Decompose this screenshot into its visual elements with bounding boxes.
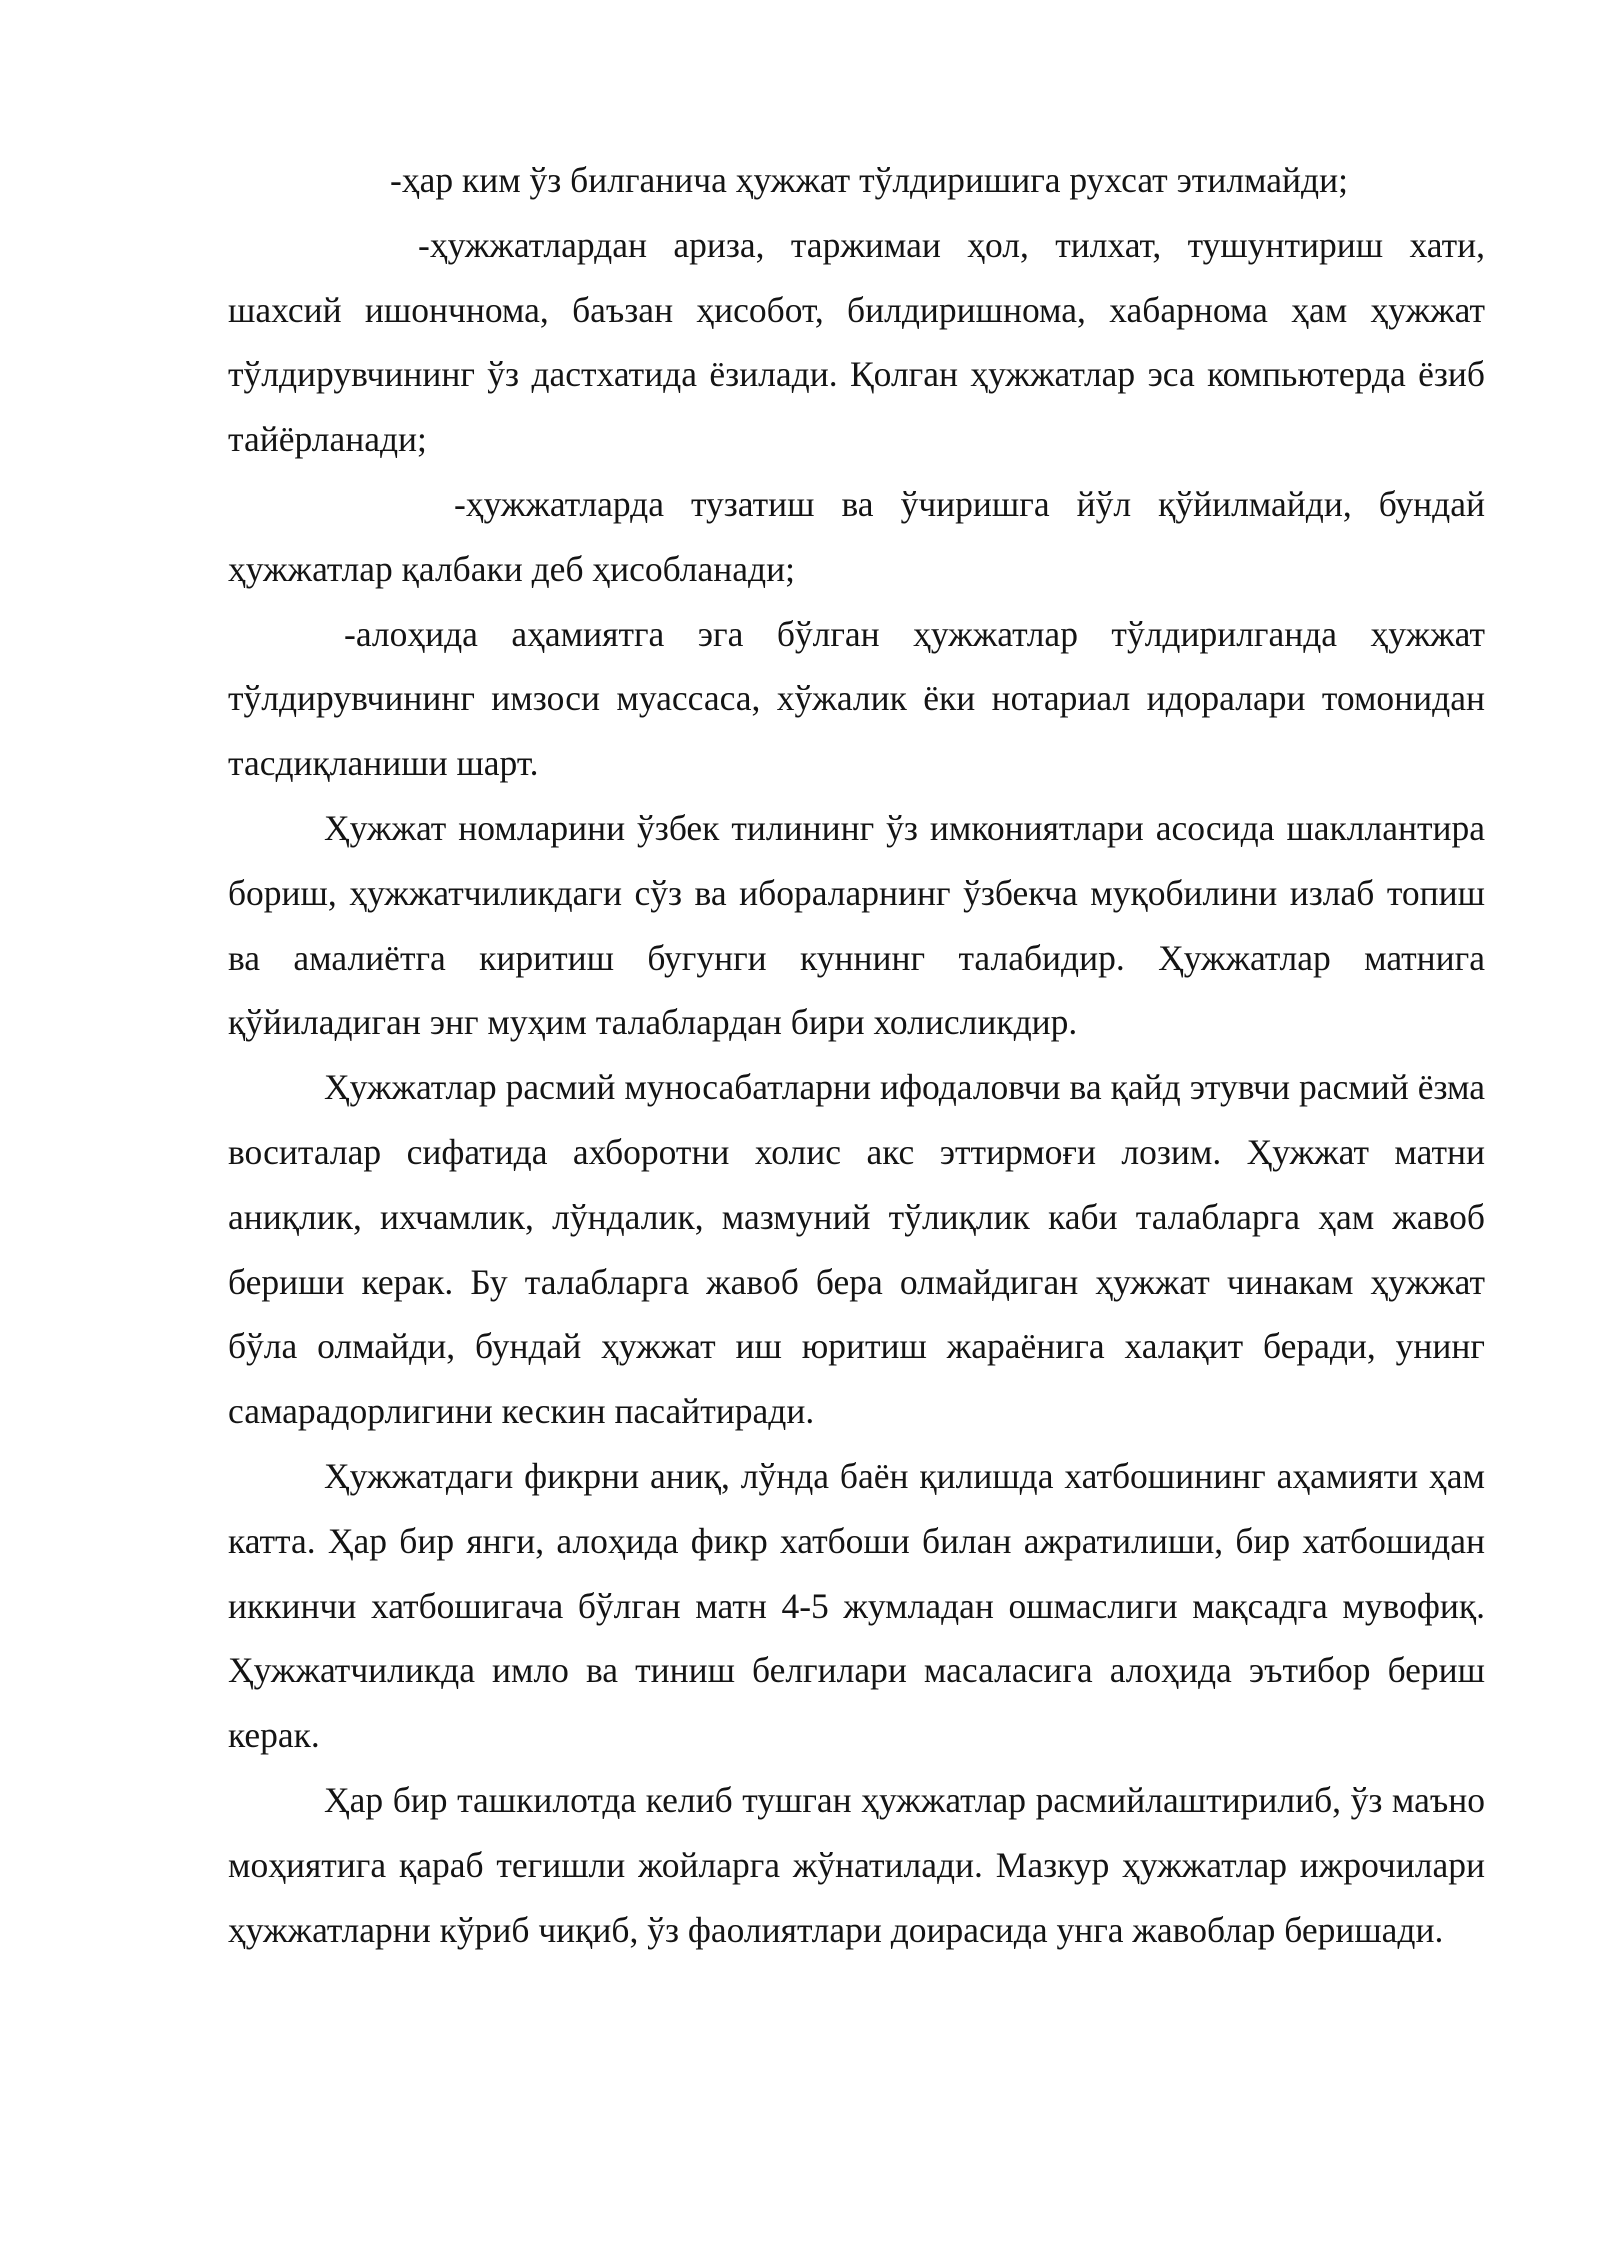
body-paragraph-document-names: Ҳужжат номларини ўзбек тилининг ўз имкониятлари асосида шакллантира бориш, ҳужжатчиликдаги сўз ва ибораларнинг ўзбекча муқобилини излаб топиш ва амалиётга киритиш бугунги куннинг талабидир. Ҳужжатлар матнига қўйиладиган энг муҳим талаблардан бири холисликдир. (228, 807, 1485, 1043)
list-item-rule-2: -ҳужжатлардан ариза, таржимаи ҳол, тилхат, тушунтириш хати, шахсий ишончнома, баъзан ҳисобот, билдиришнома, хабарнома ҳам ҳужжат тўлдирувчининг ўз дастхатида ёзилади. Қолган ҳужжатлар эса компьютерда ёзиб тайёрланади; (228, 224, 1485, 460)
body-paragraph-processing: Ҳар бир ташкилотда келиб тушган ҳужжатлар расмийлаштирилиб, ўз маъно моҳиятига қараб тегишли жойларга жўнатилади. Мазкур ҳужжатлар ижрочилари ҳужжатларни кўриб чиқиб, ўз фаолиятлари доирасида унга жавоблар беришади. (228, 1779, 1485, 1950)
document-page (228, 148, 1485, 1962)
list-item-rule-1: -ҳар ким ўз билганича ҳужжат тўлдиришига рухсат этилмайди; (390, 160, 1348, 200)
list-item-rule-4: -алоҳида аҳамиятга эга бўлган ҳужжатлар тўлдирилганда ҳужжат тўлдирувчининг имзоси муассаса, хўжалик ёки нотариал идоралари томонидан тасдиқланиши шарт. (228, 613, 1485, 784)
body-paragraph-official-relations: Ҳужжатлар расмий муносабатларни ифодаловчи ва қайд этувчи расмий ёзма воситалар сифатида ахборотни холис акс эттирмоғи лозим. Ҳужжат матни аниқлик, ихчамлик, лўндалик, мазмуний тўлиқлик каби талабларга ҳам жавоб бериши керак. Бу талабларга жавоб бера олмайдиган ҳужжат чинакам ҳужжат бўла олмайди, бундай ҳужжат иш юритиш жараёнига халақит беради, унинг самарадорлигини кескин пасайтиради. (228, 1067, 1485, 1432)
list-item-rule-3: -ҳужжатларда тузатиш ва ўчиришга йўл қўйилмайди, бундай ҳужжатлар қалбаки деб ҳисобланади; (228, 483, 1485, 589)
body-paragraph-indentation: Ҳужжатдаги фикрни аниқ, лўнда баён қилишда хатбошининг аҳамияти ҳам катта. Ҳар бир янги, алоҳида фикр хатбоши билан ажратилиши, бир хатбошидан иккинчи хатбошигача бўлган матн 4-5 жумладан ошмаслиги мақсадга мувофиқ. Ҳужжатчиликда имло ва тиниш белгилари масаласига алоҳида эътибор бериш керак. (228, 1455, 1485, 1756)
